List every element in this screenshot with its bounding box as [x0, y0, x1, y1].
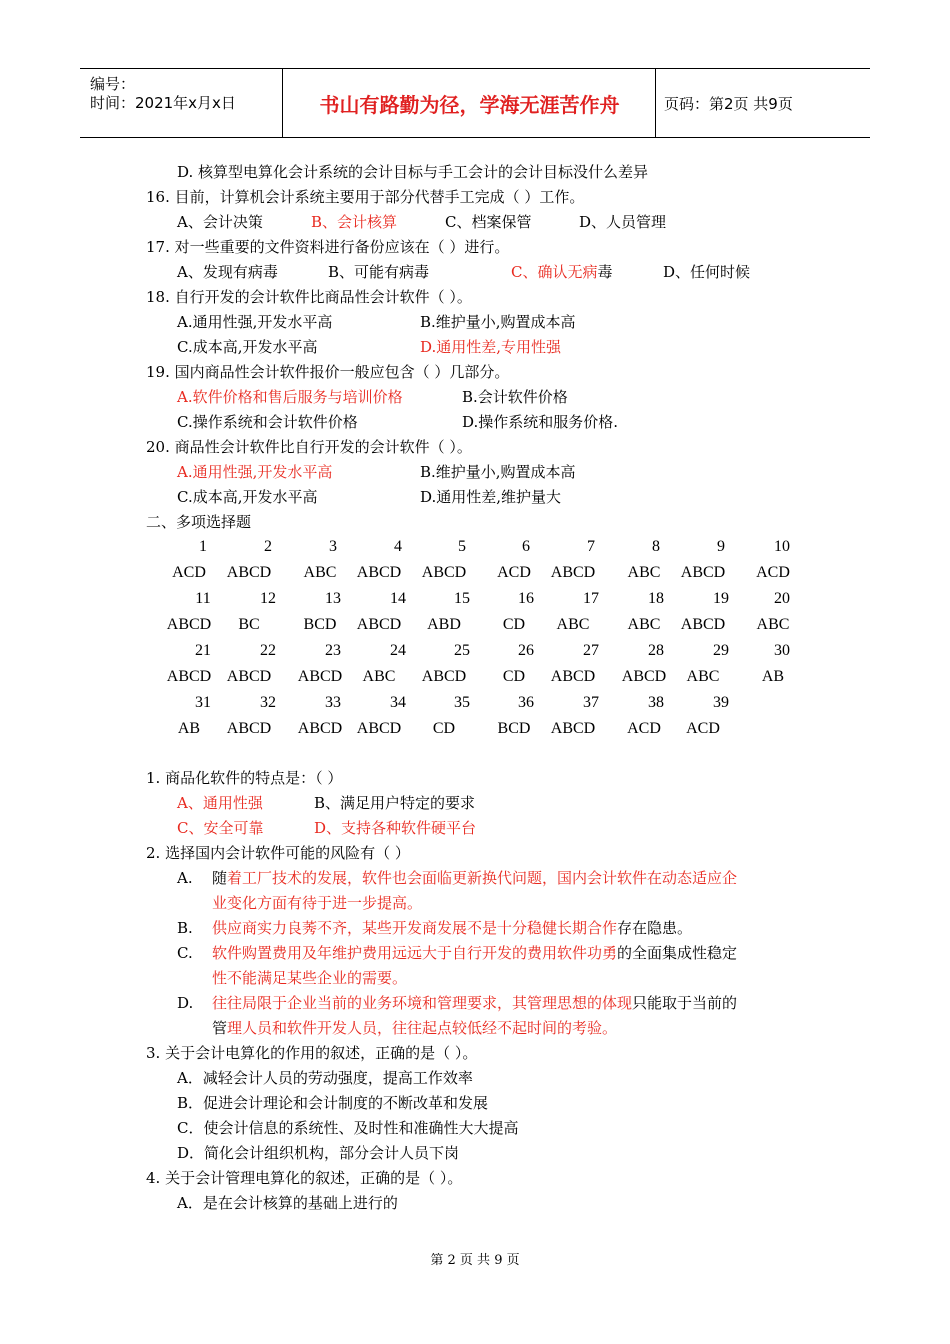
answer-number: 30 — [774, 642, 790, 659]
answer-number: 33 — [325, 694, 341, 711]
answer-value: ABCD — [356, 564, 402, 581]
m2-option-b — [212, 918, 692, 938]
answer-value: BCD — [497, 720, 531, 737]
answer-value: ABCD — [297, 720, 343, 737]
q17-option-d: D、任何时候 — [663, 263, 751, 281]
answer-number: 6 — [522, 538, 530, 555]
q20-question: 20. 商品性会计软件比自行开发的会计软件（ ）。 — [146, 438, 472, 456]
q17-option-c-red: C、确认无病 — [511, 263, 598, 281]
m2-option-d-label: D. — [177, 994, 194, 1012]
answer-number: 23 — [325, 642, 341, 659]
m2-option-d-red2: 理人员和软件开发人员，往往起点较低经不起时间的考验。 — [227, 1019, 618, 1037]
m2-option-b-black: 存在隐患。 — [617, 919, 693, 937]
m1-option-b: B、满足用户特定的要求 — [314, 794, 476, 812]
q18-option-a: A.通用性强,开发水平高 — [177, 313, 333, 331]
q17-option-b: B、可能有病毒 — [328, 263, 430, 281]
answer-value: ABC — [756, 616, 790, 633]
m2-option-b-red: 供应商实力良莠不齐，某些开发商发展不是十分稳健长期合作 — [212, 919, 618, 937]
m2-option-d-red: 往往局限于企业当前的业务环境和管理要求，其管理思想的体现 — [212, 994, 633, 1012]
answer-number: 32 — [260, 694, 276, 711]
answer-value: AB — [761, 668, 785, 685]
answer-value: ABCD — [226, 668, 272, 685]
q17-question: 17. 对一些重要的文件资料进行备份应该在（ ）进行。 — [146, 238, 510, 256]
header-meta — [90, 75, 236, 113]
answer-value: ABCD — [356, 616, 402, 633]
number-label: 编号： — [90, 75, 136, 93]
answer-value: ABCD — [356, 720, 402, 737]
q16-option-a: A、会计决策 — [177, 213, 263, 231]
q15-option-d: D. 核算型电算化会计系统的会计目标与手工会计的会计目标没什么差异 — [177, 163, 649, 181]
answer-number: 7 — [587, 538, 595, 555]
m2-option-c-black: 的全面集成性稳定 — [617, 944, 738, 962]
answer-number: 24 — [390, 642, 406, 659]
answer-value: CD — [502, 668, 526, 685]
m2-option-d-cont — [212, 1018, 617, 1038]
answer-number: 5 — [458, 538, 466, 555]
answer-number: 38 — [648, 694, 664, 711]
answer-value: ABCD — [166, 616, 212, 633]
answer-number: 4 — [394, 538, 402, 555]
q20-option-b: B.维护量小,购置成本高 — [420, 463, 576, 481]
m2-option-c-cont: 性不能满足某些企业的需要。 — [212, 969, 408, 987]
time-label: 时间：2021年x月x日 — [90, 94, 236, 112]
m2-option-d-black: 只能取于当前的 — [632, 994, 738, 1012]
answer-number: 1 — [199, 538, 207, 555]
q16-option-c: C、档案保管 — [445, 213, 532, 231]
answer-number: 36 — [518, 694, 534, 711]
answer-number: 39 — [713, 694, 729, 711]
m2-option-a-black: 随 — [212, 869, 228, 887]
q18-question: 18. 自行开发的会计软件比商品性会计软件（ ）。 — [146, 288, 472, 306]
answer-value: ABC — [627, 616, 661, 633]
q19-option-d: D.操作系统和服务价格. — [462, 413, 619, 431]
m2-option-c — [212, 943, 737, 963]
answer-value: CD — [502, 616, 526, 633]
answer-number: 27 — [583, 642, 599, 659]
m2-option-c-label: C. — [177, 944, 193, 962]
answer-value: ABCD — [550, 720, 596, 737]
answer-value: AB — [177, 720, 201, 737]
answer-number: 16 — [518, 590, 534, 607]
m4-option-a: A．是在会计核算的基础上进行的 — [177, 1194, 398, 1212]
q20-option-a: A.通用性强,开发水平高 — [177, 463, 333, 481]
q17-option-c-black: 毒 — [597, 263, 613, 281]
section-heading: 二、多项选择题 — [146, 513, 252, 531]
m2-option-a — [212, 868, 737, 888]
answer-number: 35 — [454, 694, 470, 711]
answer-value: ABC — [686, 668, 720, 685]
answer-value: ABCD — [421, 564, 467, 581]
m1-option-a: A、通用性强 — [177, 794, 263, 812]
q18-option-b: B.维护量小,购置成本高 — [420, 313, 576, 331]
answer-number: 19 — [713, 590, 729, 607]
answer-value: ABCD — [226, 564, 272, 581]
answer-value: ABCD — [621, 668, 667, 685]
answer-number: 11 — [195, 590, 211, 607]
answer-value: CD — [432, 720, 456, 737]
m1-option-d: D、支持各种软件硬平台 — [314, 819, 477, 837]
answer-value: ABCD — [680, 616, 726, 633]
answer-value: ABC — [303, 564, 337, 581]
q17-option-c — [511, 262, 613, 282]
answer-value: ABCD — [297, 668, 343, 685]
answer-number: 21 — [195, 642, 211, 659]
answer-number: 29 — [713, 642, 729, 659]
answer-value: ACD — [627, 720, 661, 737]
m1-question: 1. 商品化软件的特点是：（ ） — [146, 769, 343, 787]
answer-number: 20 — [774, 590, 790, 607]
q19-option-a: A.软件价格和售后服务与培训价格 — [177, 388, 403, 406]
m3-option-b: B．促进会计理论和会计制度的不断改革和发展 — [177, 1094, 489, 1112]
m4-question: 4. 关于会计管理电算化的叙述，正确的是（ ）。 — [146, 1169, 463, 1187]
answer-value: ABC — [362, 668, 396, 685]
answer-number: 8 — [652, 538, 660, 555]
answer-value: ABCD — [226, 720, 272, 737]
q17-option-a: A、发现有病毒 — [177, 263, 278, 281]
answer-number: 26 — [518, 642, 534, 659]
answer-number: 18 — [648, 590, 664, 607]
answer-number: 3 — [329, 538, 337, 555]
answer-number: 34 — [390, 694, 406, 711]
m2-option-b-label: B. — [177, 919, 193, 937]
answer-value: ACD — [497, 564, 531, 581]
answer-number: 10 — [774, 538, 790, 555]
answer-value: ABC — [556, 616, 590, 633]
answer-value: ACD — [172, 564, 206, 581]
answer-value: ABCD — [550, 668, 596, 685]
answer-value: BCD — [303, 616, 337, 633]
answer-number: 2 — [264, 538, 272, 555]
page-header — [80, 68, 870, 138]
m2-question: 2. 选择国内会计软件可能的风险有（ ） — [146, 844, 410, 862]
answer-number: 17 — [583, 590, 599, 607]
m2-option-a-red: 着工厂技术的发展，软件也会面临更新换代问题，国内会计软件在动态适应企 — [227, 869, 738, 887]
answer-value: ABC — [627, 564, 661, 581]
header-motto: 书山有路勤为径，学海无涯苦作舟 — [319, 93, 620, 117]
answer-value: ABD — [427, 616, 461, 633]
m2-option-c-red: 软件购置费用及年维护费用远远大于自行开发的费用软件功勇 — [212, 944, 618, 962]
answer-value: ABCD — [550, 564, 596, 581]
answer-number: 12 — [260, 590, 276, 607]
q19-option-b: B.会计软件价格 — [462, 388, 568, 406]
answer-number: 28 — [648, 642, 664, 659]
page-footer: 第 2 页 共 9 页 — [430, 1253, 520, 1268]
answer-value: ABCD — [680, 564, 726, 581]
answer-number: 13 — [325, 590, 341, 607]
m3-option-d: D．简化会计组织机构，部分会计人员下岗 — [177, 1144, 460, 1162]
m3-question: 3. 关于会计电算化的作用的叙述，正确的是（ ）。 — [146, 1044, 478, 1062]
m3-option-a: A．减轻会计人员的劳动强度，提高工作效率 — [177, 1069, 473, 1087]
answer-value: BC — [238, 616, 260, 633]
m3-option-c: C．使会计信息的系统性、及时性和准确性大大提高 — [177, 1119, 519, 1137]
answer-number: 37 — [583, 694, 599, 711]
q20-option-d: D.通用性差,维护量大 — [420, 488, 562, 506]
answer-value: ABCD — [421, 668, 467, 685]
answer-number: 22 — [260, 642, 276, 659]
answer-value: ACD — [686, 720, 720, 737]
answer-number: 31 — [195, 694, 211, 711]
q19-option-c: C.操作系统和会计软件价格 — [177, 413, 358, 431]
answer-value: ACD — [756, 564, 790, 581]
q16-option-d: D、人员管理 — [579, 213, 667, 231]
q18-option-c: C.成本高,开发水平高 — [177, 338, 318, 356]
answer-value: ABCD — [166, 668, 212, 685]
m2-option-d — [212, 993, 737, 1013]
m2-option-a-cont: 业变化方面有待于进一步提高。 — [212, 894, 423, 912]
q16-option-b: B、会计核算 — [311, 213, 398, 231]
q20-option-c: C.成本高,开发水平高 — [177, 488, 318, 506]
answer-number: 9 — [717, 538, 725, 555]
answer-number: 15 — [454, 590, 470, 607]
answer-number: 25 — [454, 642, 470, 659]
m1-option-c: C、安全可靠 — [177, 819, 264, 837]
m2-option-a-label: A. — [177, 869, 193, 887]
m2-option-d-black2: 管 — [212, 1019, 228, 1037]
q16-question: 16. 目前，计算机会计系统主要用于部分代替手工完成（ ）工作。 — [146, 188, 585, 206]
q19-question: 19. 国内商品性会计软件报价一般应包含（ ）几部分。 — [146, 363, 510, 381]
answer-number: 14 — [390, 590, 406, 607]
header-page-label: 页码：第2页 共9页 — [664, 95, 793, 113]
q18-option-d: D.通用性差,专用性强 — [420, 338, 562, 356]
